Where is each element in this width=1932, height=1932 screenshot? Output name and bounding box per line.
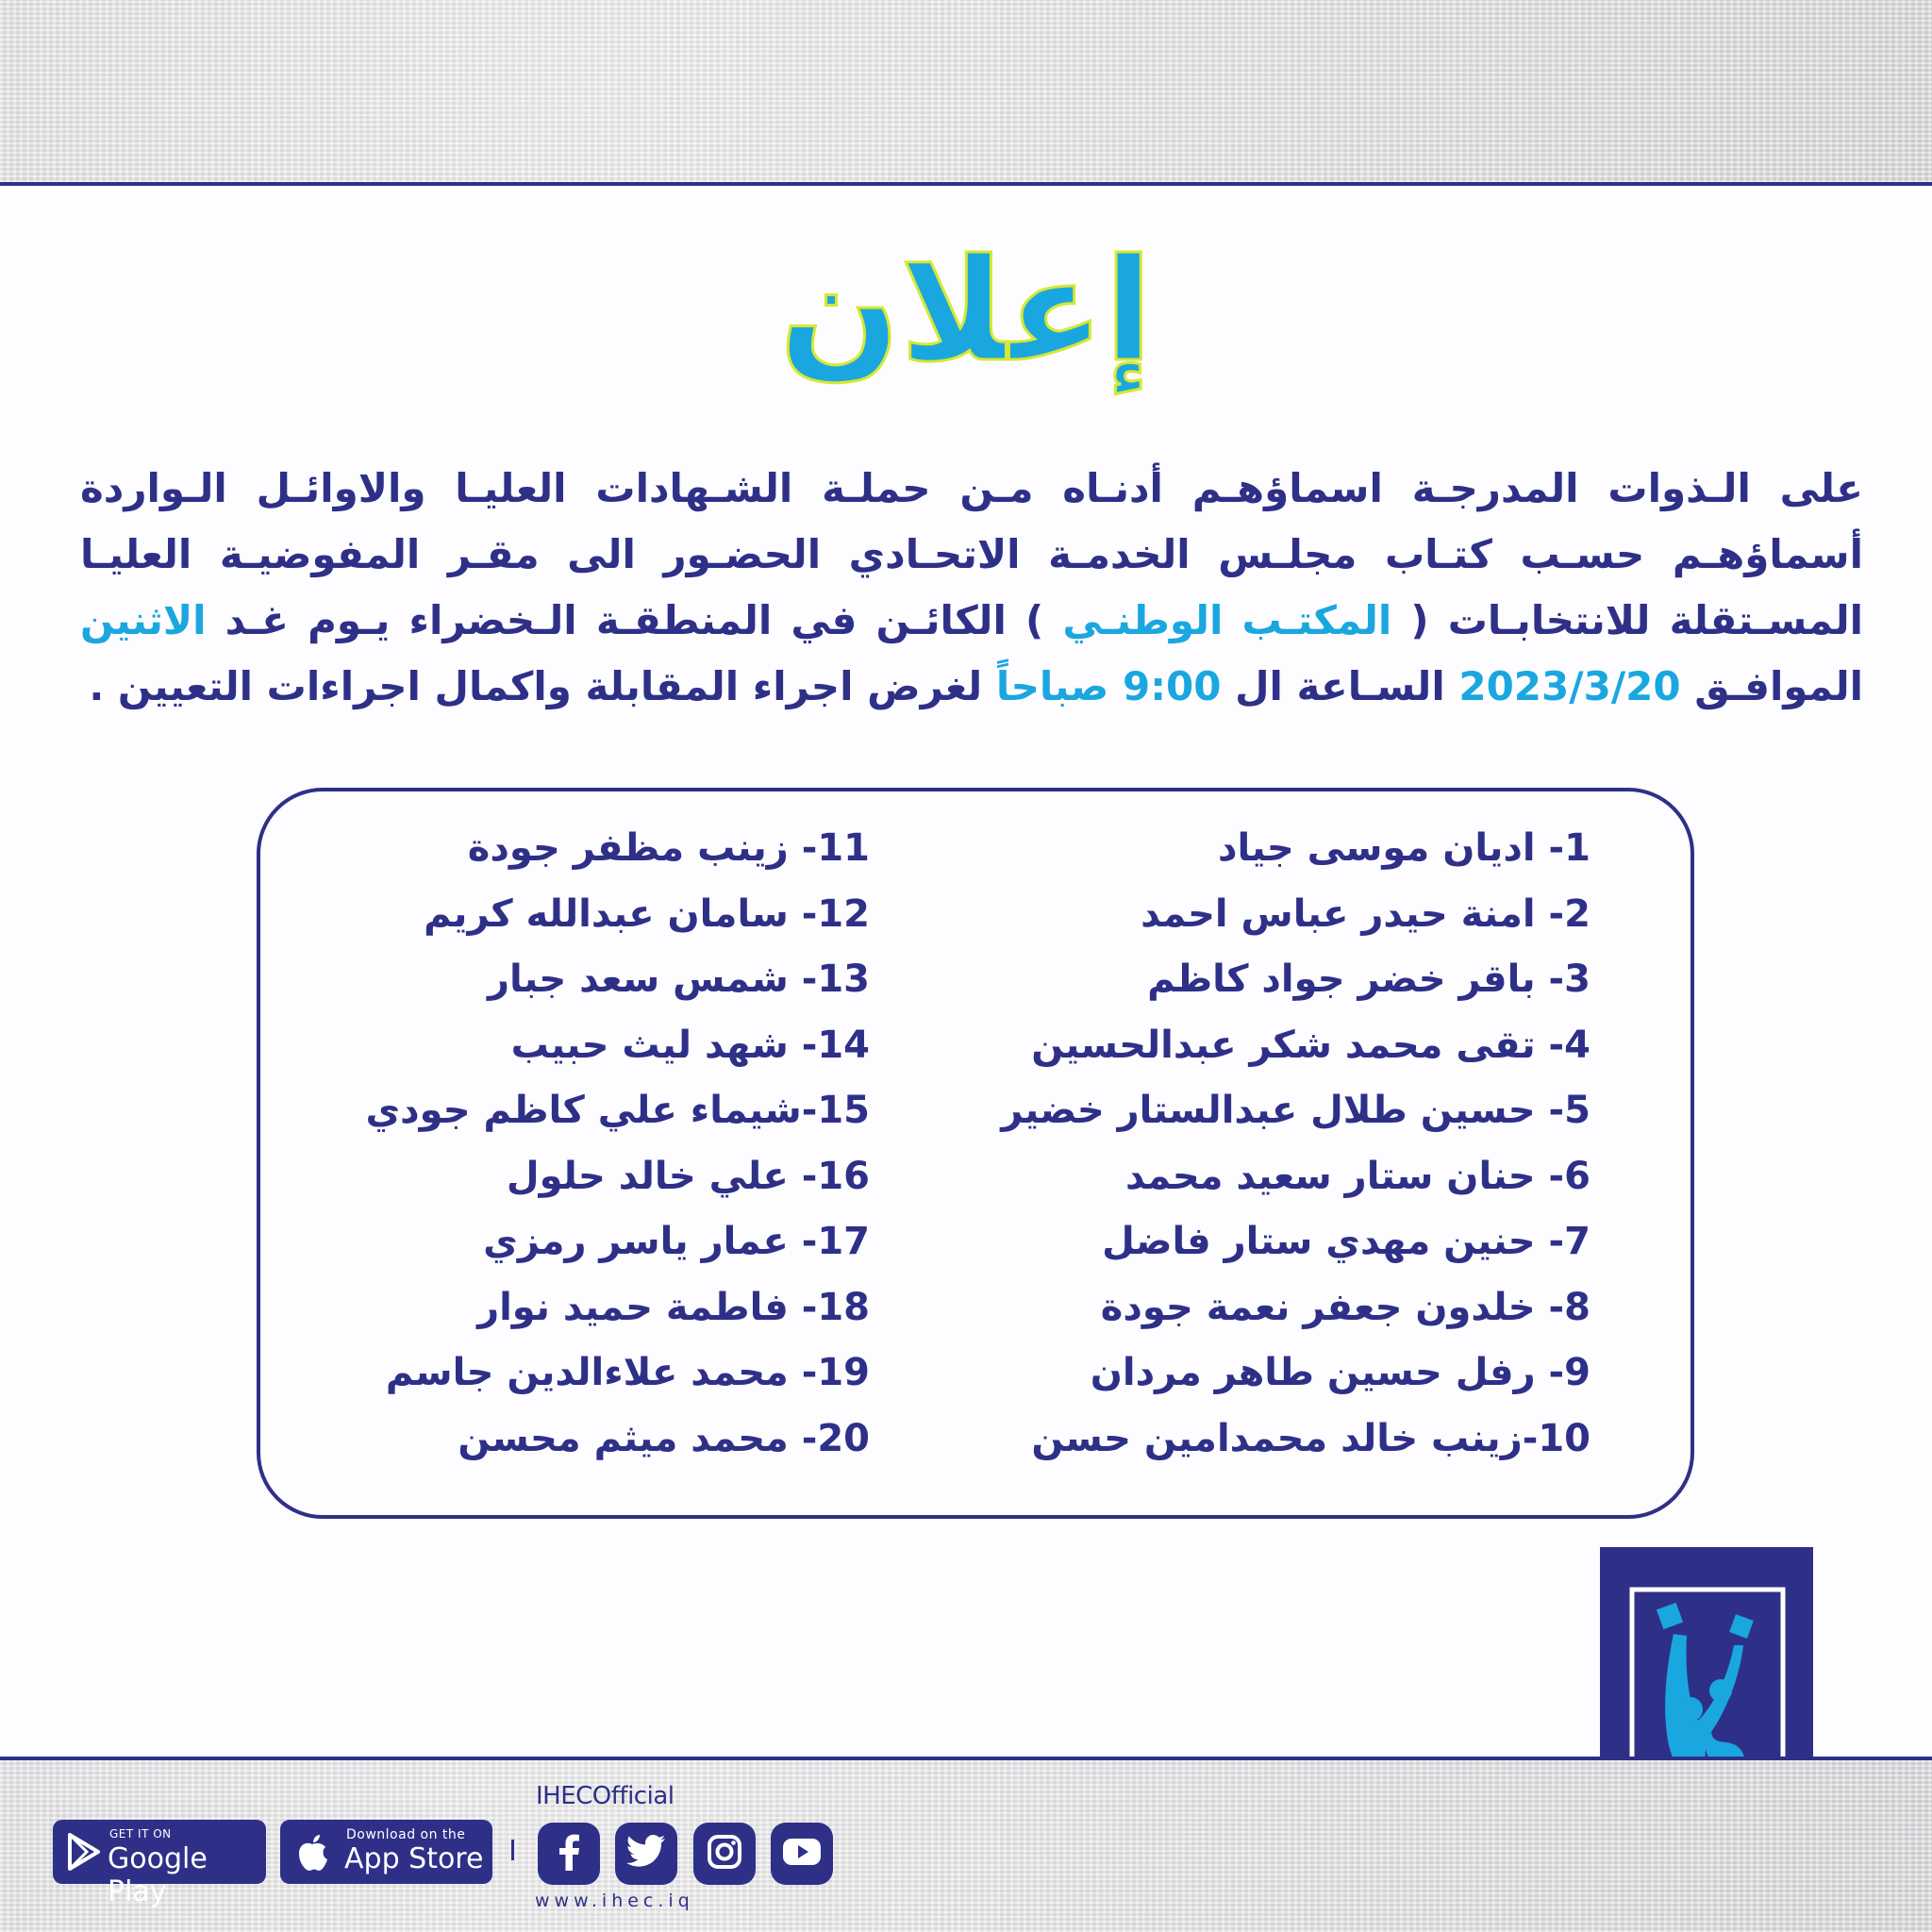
top-divider: [0, 182, 1932, 186]
announcement-paragraph: [80, 456, 1863, 720]
paragraph-text-5: لغرض اجراء المقابلة واكمال اجراءات التعيين .: [89, 663, 996, 709]
list-item: 19- محمد علاءالدين جاسم: [385, 1351, 870, 1394]
google-play-label: Google Play: [108, 1842, 208, 1908]
names-list-left: [285, 819, 870, 1474]
youtube-icon: [782, 1837, 822, 1871]
paragraph-text-3: الموافـق: [1680, 663, 1863, 709]
list-item: 14- شهد ليث حبيب: [510, 1023, 870, 1067]
facebook-icon: [555, 1833, 583, 1874]
instagram-button[interactable]: [693, 1823, 756, 1885]
google-play-small-text: GET IT ON: [109, 1827, 172, 1840]
app-store-label: App Store: [344, 1842, 484, 1875]
date-highlight: 2023/3/20: [1458, 663, 1681, 709]
paragraph-text-4: السـاعة ال: [1221, 663, 1459, 709]
day-highlight: الاثنين: [80, 597, 207, 643]
list-item: 10-زينب خالد محمدامين حسن: [1031, 1416, 1591, 1460]
national-office-highlight: المكتـب الوطنـي: [1062, 597, 1392, 643]
list-item: 18- فاطمة حميد نوار: [477, 1285, 870, 1329]
list-item: 11- زينب مظفر جودة: [467, 826, 870, 870]
list-item: 6- حنان ستار سعيد محمد: [1124, 1154, 1591, 1198]
google-play-icon: [66, 1833, 102, 1874]
list-item: 5- حسين طلال عبدالستار خضير: [1001, 1089, 1591, 1132]
list-item: 12- سامان عبدالله كريم: [424, 891, 870, 936]
list-item: 3- باقر خضر جواد كاظم: [1147, 958, 1591, 1001]
list-item: 20- محمد ميثم محسن: [458, 1416, 870, 1460]
footer-separator: [511, 1840, 514, 1860]
list-item: 17- عمار ياسر رمزي: [483, 1220, 870, 1263]
list-item: 4- تقى محمد شكر عبدالحسين: [1031, 1023, 1591, 1067]
apple-icon: [293, 1833, 331, 1876]
list-item: 15-شيماء علي كاظم جودي: [365, 1089, 870, 1132]
youtube-button[interactable]: [771, 1823, 833, 1885]
instagram-icon: [707, 1834, 742, 1874]
list-item: 7- حنين مهدي ستار فاضل: [1102, 1220, 1591, 1263]
list-item: 16- علي خالد حلول: [506, 1154, 870, 1198]
twitter-button[interactable]: [615, 1823, 677, 1885]
social-handle: IHECOfficial: [536, 1782, 675, 1810]
google-play-badge[interactable]: [53, 1820, 266, 1908]
list-item: 13- شمس سعد جبار: [488, 958, 870, 1001]
app-store-small-text: Download on the: [346, 1827, 466, 1842]
list-item: 8- خلدون جعفر نعمة جودة: [1100, 1285, 1591, 1329]
time-highlight: 9:00 صباحاً: [995, 663, 1222, 709]
list-item: 2- امنة حيدر عباس احمد: [1141, 891, 1591, 936]
facebook-button[interactable]: [538, 1823, 600, 1885]
paragraph-text-1: على الـذوات المدرجـة اسماؤهـم أدنـاه مـن حملـة الشـهادات العليـا والاوائـل الـواردة أسماؤهـم حسـب كتـاب مجلـس الخدمـة الاتحـادي الحضـور الى مقـر المفوضيـة العليـا المسـتقلة للانتخابـات (: [80, 465, 1863, 643]
top-texture-band: [0, 0, 1932, 182]
list-item: 9- رفل حسين طاهر مردان: [1090, 1351, 1591, 1394]
names-list-right: [1001, 819, 1591, 1474]
list-item: 1- اديان موسى جياد: [1218, 826, 1591, 870]
app-store-badge[interactable]: [280, 1820, 492, 1884]
twitter-icon: [626, 1835, 666, 1873]
paragraph-text-2: ) الكائـن في المنطقـة الـخضراء يـوم غـد: [206, 597, 1063, 643]
website-url: www.ihec.iq: [535, 1890, 694, 1911]
announcement-title: إعلان: [779, 229, 1153, 393]
